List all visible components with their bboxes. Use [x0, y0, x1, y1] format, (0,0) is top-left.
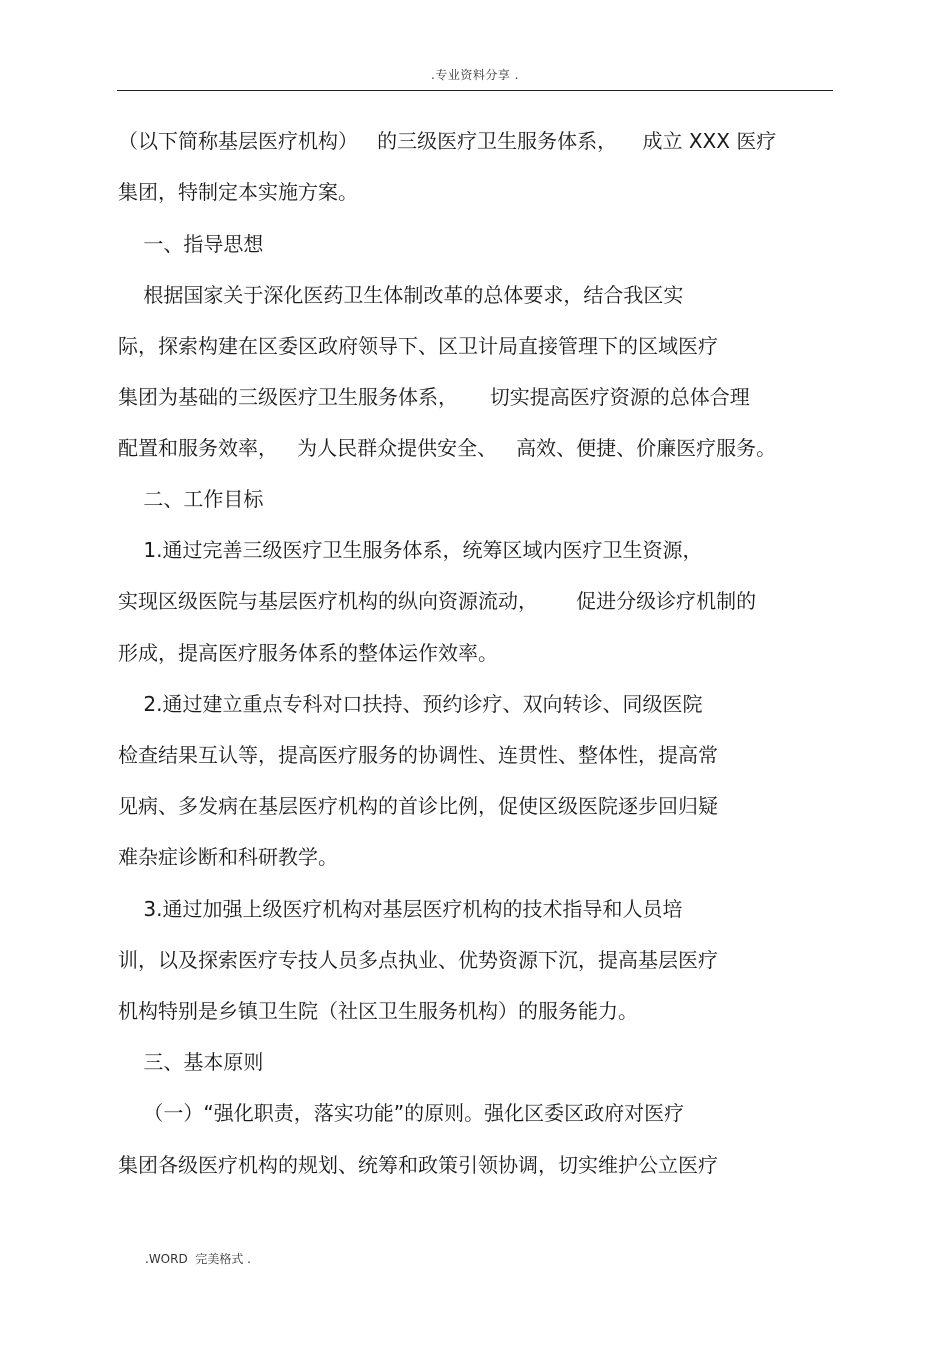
text-line: 配置和服务效率， 为人民群众提供安全、 高效、便捷、价廉医疗服务。	[118, 436, 777, 460]
text-line: 集团，特制定本实施方案。	[118, 180, 358, 204]
text-line: 见病、多发病在基层医疗机构的首诊比例，促使区级医院逐步回归疑	[118, 794, 718, 818]
text-line: 难杂症诊断和科研教学。	[118, 845, 338, 869]
text-line: （一）“强化职责，落实功能”的原则。强化区委区政府对医疗	[118, 1101, 685, 1125]
text-line: 检查结果互认等，提高医疗服务的协调性、连贯性、整体性，提高常	[118, 743, 718, 767]
text-line: 集团各级医疗机构的规划、统筹和政策引领协调，切实维护公立医疗	[118, 1153, 718, 1177]
section-heading: 三、基本原则	[118, 1050, 264, 1074]
text-line: 机构特别是乡镇卫生院（社区卫生服务机构）的服务能力。	[118, 999, 638, 1023]
text-line: 1.通过完善三级医疗卫生服务体系，统筹区域内医疗卫生资源，	[118, 538, 703, 562]
text-line: 根据国家关于深化医药卫生体制改革的总体要求，结合我区实	[118, 283, 684, 307]
header-rule	[117, 90, 833, 91]
text-line: 3.通过加强上级医疗机构对基层医疗机构的技术指导和人员培	[118, 897, 683, 921]
text-line: 2.通过建立重点专科对口扶持、预约诊疗、双向转诊、同级医院	[118, 692, 703, 716]
text-line: 实现区级医院与基层医疗机构的纵向资源流动， 促进分级诊疗机制的	[118, 589, 757, 613]
section-heading: 一、指导思想	[118, 232, 264, 256]
text-line: （以下简称基层医疗机构） 的三级医疗卫生服务体系， 成立 XXX 医疗	[118, 129, 777, 153]
page-footer: .WORD 完美格式 .	[145, 1252, 251, 1266]
text-line: 形成，提高医疗服务体系的整体运作效率。	[118, 641, 498, 665]
section-heading: 二、工作目标	[118, 487, 264, 511]
page-header: .专业资料分享 .	[431, 68, 519, 82]
text-line: 训，以及探索医疗专技人员多点执业、优势资源下沉，提高基层医疗	[118, 948, 718, 972]
text-line: 集团为基础的三级医疗卫生服务体系， 切实提高医疗资源的总体合理	[118, 385, 750, 409]
text-line: 际，探索构建在区委区政府领导下、区卫计局直接管理下的区域医疗	[118, 334, 718, 358]
